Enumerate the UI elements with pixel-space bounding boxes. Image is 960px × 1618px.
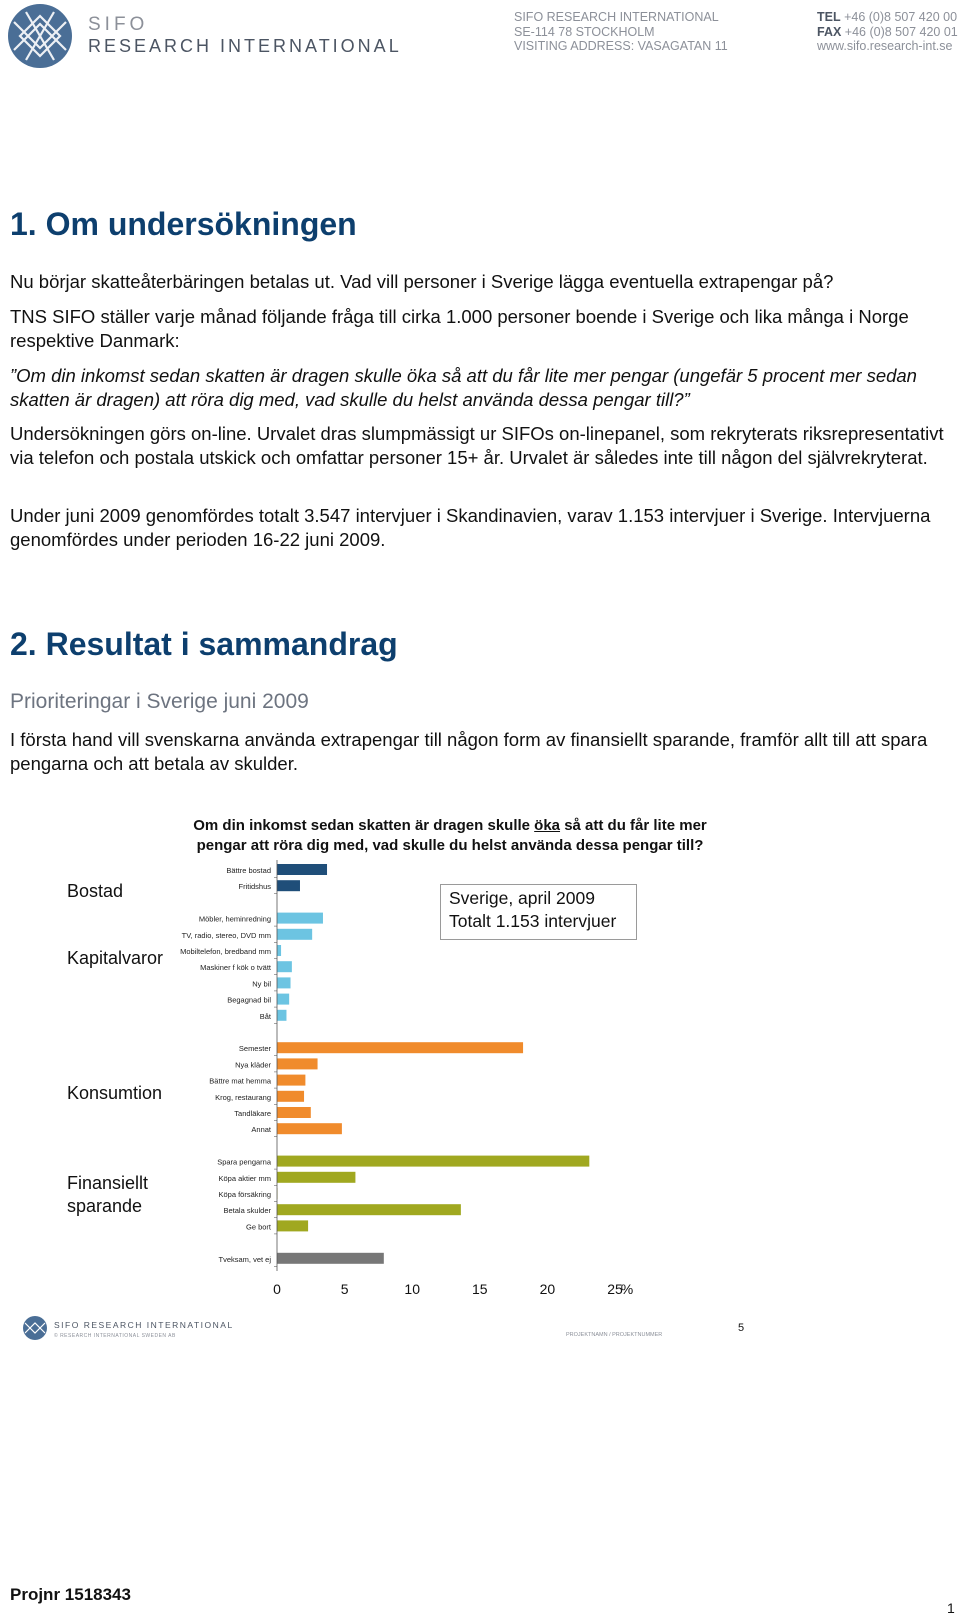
- bar-betala-skulder: [277, 1204, 461, 1215]
- survey-question: ”Om din inkomst sedan skatten är dragen skulle öka så att du får lite mer pengar (ungefär 5 procent mer sedan skatten är dragen) att röra dig med, vad skulle du helst använda dessa pengar till?”: [10, 365, 917, 410]
- footer-brand-sub: © RESEARCH INTERNATIONAL SWEDEN AB: [54, 1333, 176, 1339]
- bar-maskiner-f-kök-o-tvätt: [277, 961, 292, 972]
- x-tick-label: 5: [340, 1281, 349, 1297]
- fax-number: +46 (0)8 507 420 01: [844, 24, 958, 39]
- brand-name-top: SIFO: [88, 14, 149, 35]
- chart-title-line2: pengar att röra dig med, vad skulle du helst använda dessa pengar till?: [196, 837, 704, 854]
- fax-label: FAX: [817, 24, 842, 39]
- section1-paragraph-1: Nu börjar skatteåterbäringen betalas ut. Vad vill personer i Sverige lägga eventuella extrapengar på?: [10, 271, 834, 292]
- tel-number: +46 (0)8 507 420 00: [844, 10, 958, 24]
- tel-label: TEL: [817, 10, 841, 24]
- x-tick-label: 20: [539, 1281, 556, 1297]
- category-label: Möbler, heminredning: [198, 914, 271, 924]
- footer-globe-icon: [22, 1315, 48, 1341]
- header-contact: [817, 10, 958, 54]
- chart-title-part1: Om din inkomst sedan skatten är dragen skulle: [193, 817, 535, 834]
- x-tick-label: 10: [404, 1281, 420, 1297]
- category-label: Ny bil: [252, 979, 271, 989]
- group-label-konsumtion: Konsumtion: [67, 1083, 163, 1103]
- page-number: 1: [947, 1600, 955, 1616]
- section1-paragraph-4: Under juni 2009 genomfördes totalt 3.547 intervjuer i Skandinavien, varav 1.153 intervjuer i Sverige. Intervjuerna genomfördes under perioden 16-22 juni 2009.: [10, 505, 931, 550]
- footer-slide-number: 5: [738, 1322, 745, 1334]
- category-label: Semester: [238, 1044, 271, 1054]
- chart-title-part2: så att du får lite mer: [560, 817, 707, 834]
- chart-title-emphasis: öka: [534, 817, 561, 834]
- category-label: Nya kläder: [235, 1060, 271, 1070]
- bar-möbler-heminredning: [277, 913, 323, 924]
- x-tick-label: 25: [607, 1281, 623, 1297]
- bar-bättre-mat-hemma: [277, 1075, 305, 1086]
- category-label: Tandläkare: [234, 1109, 271, 1118]
- bar-krog-restaurang: [277, 1091, 304, 1102]
- footer-project-label: PROJEKTNAMN / PROJEKTNUMMER: [566, 1332, 663, 1338]
- category-label: Betala skulder: [223, 1206, 271, 1216]
- category-label: Begagnad bil: [227, 995, 271, 1005]
- category-label: Köpa försäkring: [218, 1190, 271, 1199]
- group-label-bostad: Bostad: [67, 881, 124, 901]
- bar-köpa-aktier-mm: [277, 1172, 355, 1183]
- category-label: Bättre bostad: [226, 866, 271, 875]
- category-label: Spara pengarna: [217, 1157, 271, 1167]
- category-label: Maskiner f kök o tvätt: [200, 963, 271, 973]
- bar-ge-bort: [277, 1220, 308, 1231]
- project-number: Projnr 1518343: [10, 1585, 131, 1604]
- section2-subtitle: Prioriteringar i Sverige juni 2009: [10, 690, 309, 713]
- legend-line-1: Sverige, april 2009: [449, 888, 595, 908]
- bar-tveksam-vet-ej: [277, 1253, 384, 1264]
- company-name: SIFO RESEARCH INTERNATIONAL: [514, 10, 719, 24]
- section2-title: 2. Resultat i sammandrag: [10, 626, 398, 662]
- bar-mobiltelefon-bredband-mm: [277, 945, 281, 956]
- footer-brand: SIFO RESEARCH INTERNATIONAL: [54, 1320, 234, 1330]
- section1-paragraph-3: Undersökningen görs on-line. Urvalet dras slumpmässigt ur SIFOs on-linepanel, som rekryterats riksrepresentativt via telefon och postala utskick och omfattar personer 15+ år. Urvalet är således inte till någon del självrekryterat.: [10, 423, 944, 468]
- category-label: TV, radio, stereo, DVD mm: [181, 930, 271, 940]
- category-label: Ge bort: [245, 1222, 271, 1232]
- category-label: Båt: [259, 1011, 271, 1021]
- brand-name-bottom: RESEARCH INTERNATIONAL: [88, 36, 402, 56]
- category-label: Köpa aktier mm: [218, 1173, 271, 1183]
- bar-tv-radio-stereo-dvd-mm: [277, 929, 312, 940]
- bar-ny-bil: [277, 977, 291, 988]
- chart-title: [150, 816, 750, 856]
- x-unit-label: %: [620, 1281, 634, 1297]
- bar-fritidshus: [277, 880, 300, 891]
- bar-spara-pengarna: [277, 1156, 589, 1167]
- header-address: [514, 10, 728, 54]
- section1-title: 1. Om undersökningen: [10, 206, 357, 242]
- sifo-globe-icon: [6, 2, 76, 72]
- group-label-finansiellt-sparande: Finansiellt sparande: [67, 1173, 149, 1216]
- bar-tandläkare: [277, 1107, 311, 1118]
- bar-båt: [277, 1010, 286, 1021]
- category-label: Tveksam, vet ej: [218, 1254, 271, 1264]
- bar-semester: [277, 1042, 523, 1053]
- website-link[interactable]: www.sifo.research-int.se: [817, 39, 953, 53]
- section1-paragraph-2: TNS SIFO ställer varje månad följande fråga till cirka 1.000 personer boende i Sverige och lika många i Norge respektive Danmark:: [10, 306, 909, 351]
- category-label: Krog, restaurang: [215, 1092, 271, 1102]
- bar-annat: [277, 1123, 342, 1134]
- section2-paragraph: I första hand vill svenskarna använda extrapengar till någon form av finansiellt sparande, framför allt till att spara pengarna och att betala av skulder.: [10, 729, 928, 774]
- category-label: Mobiltelefon, bredband mm: [180, 947, 271, 956]
- bar-nya-kläder: [277, 1058, 318, 1069]
- x-tick-label: 15: [472, 1281, 488, 1297]
- legend-line-2: Totalt 1.153 intervjuer: [449, 911, 617, 931]
- bar-bättre-bostad: [277, 864, 327, 875]
- chart-legend-box: [440, 884, 637, 940]
- postal-address: SE-114 78 STOCKHOLM: [514, 24, 655, 39]
- bar-begagnad-bil: [277, 994, 289, 1005]
- group-label-kapitalvaror: Kapitalvaror: [67, 948, 164, 968]
- category-label: Bättre mat hemma: [209, 1076, 271, 1086]
- category-label: Fritidshus: [238, 882, 271, 892]
- x-tick-label: 0: [273, 1281, 281, 1297]
- visiting-address: VISITING ADDRESS: VASAGATAN 11: [514, 39, 728, 53]
- category-label: Annat: [251, 1125, 271, 1135]
